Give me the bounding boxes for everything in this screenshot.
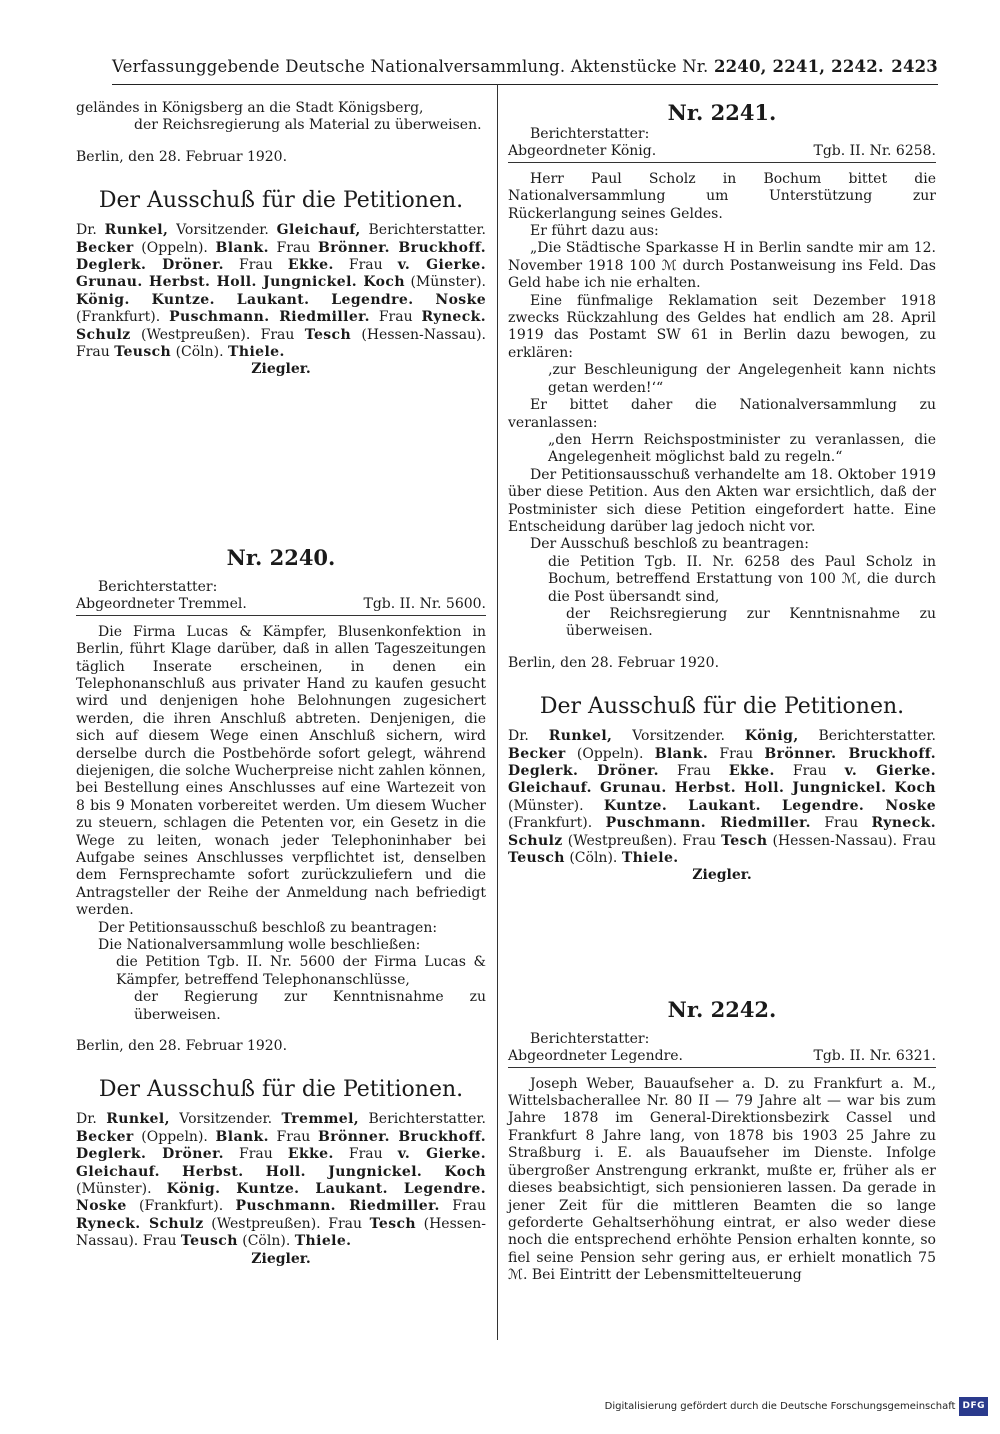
member-annotation: Frau [810, 815, 872, 832]
committee-members-last: Ziegler. [251, 1250, 311, 1267]
member-annotation: Berichterstatter. [360, 222, 487, 239]
member-annotation: Vorsitzender. [612, 728, 745, 745]
recommendation: der Regierung zur Kenntnisnahme zu überweisen. [134, 989, 486, 1023]
member-annotation: Frau [333, 257, 398, 274]
date-line: Berlin, den 28. Februar 1920. [508, 654, 720, 671]
member-annotation: (Westpreußen). Frau [562, 832, 722, 849]
member-annotation: Frau [369, 309, 422, 326]
member-annotation: (Münster). [76, 1181, 167, 1198]
member-annotation: Berichterstatter. [798, 728, 936, 745]
member-name: Puschmann. Riedmiller. [235, 1198, 440, 1215]
member-name: v. Gierke. Gleichauf. Herbst. Holl. Jungnickel. Koch [76, 1146, 486, 1180]
member-name: Blank. [654, 745, 709, 762]
section-title: Nr. 2240. [226, 544, 336, 570]
member-name: Brönner. Bruckhoff. Deglerk. Dröner. [76, 1128, 486, 1163]
member-name: Kuntze. Laukant. Legendre. Noske [603, 797, 937, 814]
member-annotation: Frau [223, 257, 288, 274]
continuation-text: geländes in Königsberg an die Stadt Königsberg, [76, 100, 424, 116]
member-annotation: Frau [223, 1146, 288, 1163]
section-title: Nr. 2242. [667, 996, 777, 1022]
member-name: Brönner. Bruckhoff. Deglerk. Dröner. [76, 239, 486, 274]
member-annotation: Frau [268, 239, 318, 256]
member-name: Puschmann. Riedmiller. [605, 815, 811, 832]
section-nr-2242 [508, 997, 936, 1285]
continuation-recommendation: der Reichsregierung als Material zu überweisen. [134, 117, 482, 134]
left-column [76, 100, 486, 1268]
member-annotation: Frau [658, 763, 729, 779]
member-annotation: (Westpreußen). Frau [203, 1215, 370, 1232]
member-name: König. Kuntze. Laukant. Legendre. Noske [76, 1181, 486, 1215]
member-annotation: (Frankfurt). [508, 815, 606, 832]
committee-heading: Der Ausschuß für die Petitionen. [98, 188, 464, 214]
member-annotation: (Oppeln). [133, 1128, 216, 1145]
header-rule [112, 84, 938, 85]
rapporteur-name: Abgeordneter Tremmel. [76, 596, 247, 613]
member-annotation: (Hessen-Nassau). Frau [76, 1215, 486, 1250]
member-name: Ryneck. Schulz [76, 309, 487, 343]
dfg-logo: DFG [959, 1397, 988, 1416]
member-name: Blank. [215, 1128, 269, 1145]
member-name: Becker [76, 1128, 134, 1145]
committee-heading: Der Ausschuß für die Petitionen. [98, 1077, 464, 1103]
petition-quote: Eine fünfmalige Reklamation seit Dezember 1918 zwecks Rückzahlung des Geldes hat endlich am 28. April 1919 das Postamt SW 61 in Berlin dazu bewogen, zu erklären: [508, 292, 936, 361]
member-name: Teusch [180, 1233, 238, 1250]
member-annotation: (Cöln). [171, 344, 229, 361]
petition-quote: „Die Städtische Sparkasse H in Berlin sandte mir am 12. November 1918 100 ℳ durch Postanweisung ins Feld. Das Geld habe ich nie erhalten. [508, 240, 936, 292]
member-name: Gleichauf, [276, 222, 361, 239]
committee-members [76, 222, 486, 361]
member-name: Becker [508, 745, 566, 762]
member-annotation: (Frankfurt). [76, 309, 170, 326]
section-nr-2240 [76, 545, 486, 1056]
member-name: Puschmann. Riedmiller. [169, 309, 370, 326]
member-annotation: Frau [439, 1198, 486, 1215]
committee-proceedings: Der Petitionsausschuß verhandelte am 18. Oktober 1919 über diese Petition. Aus den Akten war ersichtlich, daß der Postminister sich diese Petition eingefordert hatte. Eine Entscheidung darüber lag jedoch nicht vor. [508, 466, 936, 535]
member-name: Becker [76, 239, 134, 256]
member-annotation: (Cöln). [564, 850, 622, 867]
petition-reference: die Petition Tgb. II. Nr. 5600 der Firma Lucas & Kämpfer, betreffend Telephonanschlüsse, [116, 954, 486, 988]
member-name: v. Gierke. Gleichauf. Grunau. Herbst. Holl. Jungnickel. Koch [508, 763, 936, 797]
resolution-intro: Der Petitionsausschuß beschloß zu beantragen: [98, 919, 438, 936]
member-name: Tesch [721, 832, 768, 849]
petition-body: Joseph Weber, Bauaufseher a. D. zu Frankfurt a. M., Wittelsbacherallee Nr. 80 II — 79 Jahre alt — war bis zum Jahre 1878 im General-Direktionsbezirk Cassel und Frankfurt 8 Jahre lang, von 1878 bis 1903 25 Jahre zu Straßburg i. E. als Bauaufseher im Dienste. Infolge übergroßer Anstrengung erkrankt, mußte er, früher als er dieses beabsichtigt, sich pensionieren lassen. Da gerade in jener Zeit für die mittleren Beamten die so lange geforderte Gehaltserhöhung eintrat, er also weder diese noch die entsprechend erhöhte Pension erhalten konnte, so fiel seine Pension sehr gering aus, er erhielt monatlich 75 ℳ. Bei Eintritt der Lebensmittelteuerung [508, 1075, 936, 1284]
member-annotation: Vorsitzender. [169, 1111, 282, 1128]
member-name: Thiele. [621, 850, 679, 867]
member-annotation: Berichterstatter. [359, 1111, 487, 1128]
member-name: König, [744, 728, 799, 745]
section-nr-2241 [508, 100, 936, 672]
date-line: Berlin, den 28. Februar 1920. [76, 1038, 288, 1055]
member-annotation: (Oppeln). [565, 745, 655, 762]
member-annotation: (Cöln). [237, 1233, 295, 1250]
header-document-numbers: 2240, 2241, 2242. [713, 57, 884, 76]
rapporteur-row [508, 143, 936, 162]
member-name: Brönner. Bruckhoff. Deglerk. Dröner. [508, 745, 936, 779]
committee-members [76, 1111, 486, 1250]
committee-members-last: Ziegler. [692, 867, 752, 884]
rapporteur-row [508, 1048, 936, 1067]
member-name: Teusch [508, 850, 565, 867]
member-name: Tesch [369, 1215, 416, 1232]
rapporteur-name: Abgeordneter König. [508, 143, 657, 160]
petition-intro: Herr Paul Scholz in Bochum bittet die Nationalversammlung um Unterstützung zur Rückerlangung seines Geldes. [508, 170, 936, 222]
journal-number: Tgb. II. Nr. 6258. [813, 143, 936, 160]
committee-members-last: Ziegler. [251, 361, 311, 378]
member-name: v. Gierke. Grunau. Herbst. Holl. Jungnickel. Koch [76, 257, 486, 291]
rapporteur-label: Berichterstatter: [98, 578, 218, 595]
member-name: König. Kuntze. Laukant. Legendre. Noske [76, 291, 486, 308]
section-title: Nr. 2241. [667, 100, 777, 125]
member-name: Ekke. [287, 1146, 334, 1163]
member-annotation: (Münster). [508, 797, 604, 814]
committee-members [508, 728, 936, 867]
rapporteur-row [76, 596, 486, 615]
member-annotation: Frau [268, 1128, 318, 1145]
right-column [508, 100, 936, 1285]
member-annotation: Dr. [76, 222, 105, 239]
petition-request: Er bittet daher die Nationalversammlung zu veranlassen: [508, 397, 936, 431]
member-name: Runkel, [548, 728, 613, 745]
date-line: Berlin, den 28. Februar 1920. [76, 148, 288, 165]
digitization-footer [605, 1397, 988, 1416]
petition-reference: die Petition Tgb. II. Nr. 6258 des Paul Scholz in Bochum, betreffend Erstattung von 100 ℳ, die durch die Post übersandt sind, [548, 553, 936, 605]
recommendation: der Reichsregierung zur Kenntnisnahme zu überweisen. [566, 605, 936, 640]
journal-number: Tgb. II. Nr. 5600. [363, 596, 486, 613]
member-name: Ekke. [728, 763, 775, 779]
member-annotation: Frau [333, 1146, 398, 1163]
member-annotation: Dr. [76, 1111, 107, 1128]
journal-number: Tgb. II. Nr. 6321. [813, 1048, 936, 1065]
member-annotation: (Oppeln). [133, 239, 216, 256]
resolution-formula: Die Nationalversammlung wolle beschließen: [98, 937, 421, 953]
petition-statement-intro: Er führt dazu aus: [530, 223, 659, 240]
member-annotation: Frau [774, 763, 845, 779]
member-annotation: (Frankfurt). [126, 1198, 236, 1215]
petition-quote: „den Herrn Reichspostminister zu veranlassen, die Angelegenheit möglichst bald zu regeln.“ [548, 431, 936, 466]
petition-body: Die Firma Lucas & Kämpfer, Blusenkonfektion in Berlin, führt Klage darüber, daß in allen Tageszeitungen täglich Inserate erscheinen, in denen ein Telephonanschluß aus privater Hand zu kaufen gesucht wird und denjenigen hohe Belohnungen zugesichert werden, die ihren Anschluß abtreten. Denjenigen, die sich auf diesem Wege einen Anschluß sichern, wird derselbe durch die Postbehörde sofort gelegt, während diejenigen, die solche Wucherpreise nicht zahlen können, bei Bestellung eines Anschlusses auf eine Wartezeit von 8 bis 9 Monaten vorbereitet werden. Um diesem Wucher zu steuern, schlagen die Petenten vor, ein Gesetz in die Wege zu leiten, wonach jeder Telephoninhaber bei Aufgabe seines Anschlusses verpflichtet ist, denselben dem Fernsprechamte sofort zurückzuliefern und die Antragsteller der Reihe der Anmeldung nach befriedigt werden. [76, 623, 486, 919]
rapporteur-name: Abgeordneter Legendre. [508, 1048, 683, 1065]
member-annotation: Vorsitzender. [168, 222, 277, 239]
footer-text: Digitalisierung gefördert durch die Deutsche Forschungsgemeinschaft [604, 1400, 956, 1412]
petition-quote: ‚zur Beschleunigung der Angelegenheit kann nichts getan werden!‘“ [548, 362, 936, 396]
member-annotation: Frau [708, 745, 765, 762]
member-name: Thiele. [228, 344, 285, 361]
member-annotation: (Münster). [404, 274, 486, 291]
member-name: Runkel, [104, 222, 169, 239]
member-annotation: (Westpreußen). Frau [130, 326, 305, 343]
header-title: Verfassunggebende Deutsche Nationalversammlung. Aktenstücke Nr. 2240, 2241, 2242. [112, 57, 884, 76]
member-annotation: (Hessen-Nassau). Frau [767, 832, 936, 849]
member-name: Teusch [114, 344, 172, 361]
member-annotation: Dr. [508, 728, 549, 745]
rapporteur-label: Berichterstatter: [530, 126, 650, 142]
rapporteur-label: Berichterstatter: [530, 1030, 650, 1047]
page-number: 2423 [891, 57, 938, 76]
committee-heading: Der Ausschuß für die Petitionen. [539, 694, 905, 720]
resolution-intro: Der Ausschuß beschloß zu beantragen: [530, 536, 809, 553]
member-name: Ryneck. Schulz [76, 1215, 204, 1232]
member-name: Tremmel, [281, 1111, 360, 1128]
member-name: Runkel, [106, 1111, 170, 1128]
member-name: Ekke. [287, 257, 334, 274]
member-name: Thiele. [294, 1233, 352, 1250]
member-name: Ryneck. Schulz [508, 815, 937, 849]
member-name: Tesch [304, 326, 352, 343]
column-divider [497, 84, 498, 1340]
member-annotation: (Hessen-Nassau). Frau [76, 326, 486, 361]
member-name: Blank. [215, 239, 269, 256]
